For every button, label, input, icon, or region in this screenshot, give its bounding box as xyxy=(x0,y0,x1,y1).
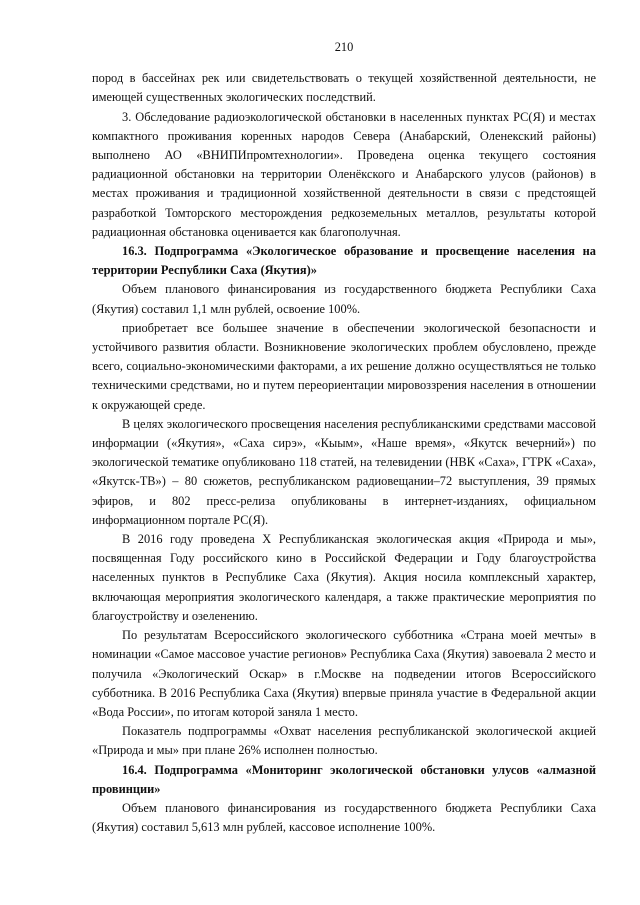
paragraph-continuation: пород в бассейнах рек или свидетельствовать о текущей хозяйственной деятельности, не имеющей существенных экологических последствий. xyxy=(92,71,596,105)
paragraph-ecological-importance: приобретает все большее значение в обеспечении экологической безопасности и устойчивого развития области. Возникновение экологических проблем обусловлено, прежде всего, социально-экономическими факторами, а их решение должно осуществляться не только техническими средствами, но и путем переориентации мировоззрения населения в отношении к окружающей среде. xyxy=(92,320,596,412)
section-heading-16-4: 16.4. Подпрограмма «Мониторинг экологической обстановки улусов «алмазной провинции» xyxy=(92,762,596,796)
paragraph-eco-action-2016: В 2016 году проведена X Республиканская экологическая акция «Природа и мы», посвященная Году российского кино в Российской Федерации и Году благоустройства населенных пунктов в Республике Саха (Якутия). Акция носила комплексный характер, включающая мероприятия экологического календаря, а также практические мероприятия по благоустройству и озеленению. xyxy=(92,532,596,623)
section-heading-16-3: 16.3. Подпрограмма «Экологическое образование и просвещение населения на территории Республики Саха (Якутия)» xyxy=(92,244,596,278)
paragraph-subbotnik-results: По результатам Всероссийского экологического субботника «Страна моей мечты» в номинации «Самое массовое участие регионов» Республика Саха (Якутия) завоевала 2 место и получила «Экологический Оскар» в г.Москве на подведении итогов Всероссийского субботника. В 2016 Республика Саха (Якутия) впервые приняла участие в Федеральной акции «Вода России», по итогам которой заняла 1 место. xyxy=(92,628,596,719)
paragraph-media-outreach: В целях экологического просвещения населения республиканскими средствами массовой информации («Якутия», «Саха сирэ», «Кыым», «Наше время», «Якутск вечерний») по экологической тематике опубликовано 118 статей, на телевидении (НВК «Саха», ГТРК «Саха», «Якутск-ТВ») – 80 сюжетов, республиканском радиовещании–72 выступления, 39 прямых эфиров, и 802 пресс-релиза опубликованы в интернет-изданиях, официальном информационном портале РС(Я). xyxy=(92,416,596,527)
page-number: 210 xyxy=(334,40,354,54)
paragraph-funding-16-3: Объем планового финансирования из государственного бюджета Республики Саха (Якутия) составил 1,1 млн рублей, освоение 100%. xyxy=(92,282,596,316)
paragraph-indicator: Показатель подпрограммы «Охват населения республиканской экологической акцией «Природа и мы» при плане 26% исполнен полностью. xyxy=(92,724,596,758)
paragraph-funding-16-4: Объем планового финансирования из государственного бюджета Республики Саха (Якутия) составил 5,613 млн рублей, кассовое исполнение 100%. xyxy=(92,800,596,835)
paragraph-radiation-survey: 3. Обследование радиоэкологической обстановки в населенных пунктах РС(Я) и местах компактного проживания коренных народов Севера (Анабарский, Оленекский районы) выполнено АО «ВНИПИпромтехнологии». Проведена оценка текущего состояния радиационной обстановки на территории Оленёкского и Анабарского улусов (районов) в местах проживания и традиционной хозяйственной деятельности в связи с предстоящей разработкой Томторского месторождения редкоземельных металлов, результаты которой радиационная обстановка оценивается как благополучная. xyxy=(92,109,596,239)
